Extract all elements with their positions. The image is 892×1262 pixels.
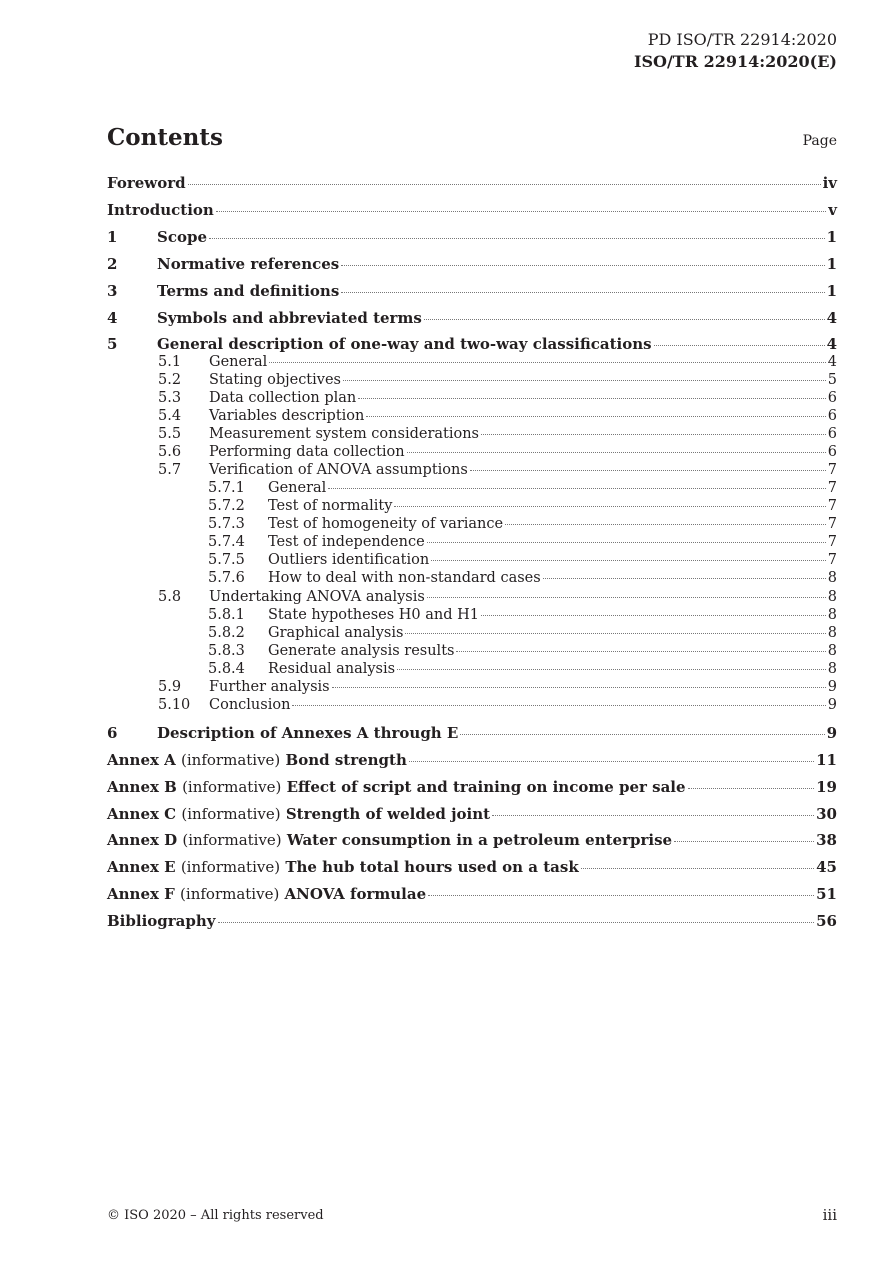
toc-entry-number: 6 [107, 724, 118, 742]
toc-entry-number: 5.4 [158, 408, 182, 424]
toc-entry-title [107, 751, 407, 769]
toc-entry-title: Further analysis [209, 679, 330, 695]
toc-entry-section-5-7-1[interactable] [107, 480, 837, 496]
toc-leader-dots [343, 380, 826, 381]
toc-entry-title: Stating objectives [209, 372, 341, 388]
toc-leader-dots [394, 506, 825, 507]
toc-leader-dots [405, 633, 825, 634]
toc-entry-title [107, 885, 426, 903]
toc-entry-section-5-8[interactable] [107, 589, 837, 605]
toc-entry-section-5-2[interactable] [107, 372, 837, 388]
annex-kind: (informative) [181, 805, 281, 823]
copyright-notice: © ISO 2020 – All rights reserved [107, 1208, 324, 1223]
document-reference: PD ISO/TR 22914:2020 [647, 30, 837, 49]
toc-entry-page: 56 [816, 912, 837, 930]
toc-entry-number: 5.7.5 [208, 552, 245, 568]
toc-entry-annex-f[interactable] [107, 885, 837, 903]
toc-entry-number: 1 [107, 228, 118, 246]
toc-entry-page: 9 [827, 697, 837, 713]
toc-entry-title: Verification of ANOVA assumptions [209, 462, 468, 478]
toc-leader-dots [366, 416, 825, 417]
annex-title: ANOVA formulae [284, 885, 427, 903]
toc-entry-title: Outliers identification [268, 552, 430, 568]
toc-entry-title: Undertaking ANOVA analysis [209, 589, 425, 605]
toc-leader-dots [581, 868, 814, 869]
toc-entry-page: 6 [827, 408, 837, 424]
annex-label: Annex B [107, 778, 177, 796]
toc-leader-dots [218, 922, 815, 923]
toc-entry-section-5-8-1[interactable] [107, 607, 837, 623]
toc-entry-annex-e[interactable] [107, 858, 837, 876]
toc-leader-dots [341, 292, 824, 293]
toc-entry-number: 5.8.1 [208, 607, 245, 623]
annex-label: Annex D [107, 831, 178, 849]
toc-leader-dots [341, 265, 824, 266]
toc-entry-number: 5.7.6 [208, 570, 245, 586]
toc-leader-dots [407, 452, 826, 453]
annex-title: Bond strength [285, 751, 407, 769]
toc-entry-number: 5.7 [158, 462, 182, 478]
toc-entry-number: 5.10 [158, 697, 191, 713]
annex-label: Annex E [107, 858, 176, 876]
annex-title: Effect of script and training on income per sale [286, 778, 686, 796]
toc-leader-dots [397, 669, 826, 670]
toc-entry-page: 30 [816, 805, 837, 823]
toc-leader-dots [409, 761, 814, 762]
annex-title: Strength of welded joint [285, 805, 491, 823]
toc-leader-dots [688, 788, 815, 789]
toc-entry-title: Introduction [107, 201, 214, 219]
toc-entry-number: 5.3 [158, 390, 182, 406]
toc-entry-section-5-8-3[interactable] [107, 643, 837, 659]
toc-entry-number: 5.8.2 [208, 625, 245, 641]
toc-entry-number: 5.8.3 [208, 643, 245, 659]
annex-kind: (informative) [181, 751, 281, 769]
toc-entry-number: 2 [107, 255, 118, 273]
toc-entry-number: 5.7.1 [208, 480, 245, 496]
toc-entry-page: 6 [827, 426, 837, 442]
toc-entry-page: 38 [816, 831, 837, 849]
toc-entry-number: 5.7.4 [208, 534, 245, 550]
annex-kind: (informative) [182, 831, 282, 849]
toc-entry-number: 5 [107, 335, 118, 353]
toc-entry-page: 51 [816, 885, 837, 903]
toc-entry-annex-d[interactable] [107, 831, 837, 849]
annex-label: Annex C [107, 805, 177, 823]
toc-entry-title: Foreword [107, 174, 186, 192]
toc-entry-title [107, 805, 490, 823]
toc-entry-title: Test of homogeneity of variance [268, 516, 504, 532]
toc-entry-section-2[interactable] [107, 255, 837, 273]
toc-entry-page: 5 [827, 372, 837, 388]
toc-entry-title [107, 858, 579, 876]
toc-leader-dots [328, 488, 825, 489]
toc-entry-title: Conclusion [209, 697, 291, 713]
toc-entry-number: 5.8.4 [208, 661, 245, 677]
toc-entry-page: 8 [827, 607, 837, 623]
toc-entry-page: 4 [827, 354, 837, 370]
toc-entry-title: Test of normality [268, 498, 393, 514]
toc-entry-section-5-7-5[interactable] [107, 552, 837, 568]
annex-title: The hub total hours used on a task [285, 858, 579, 876]
toc-entry-title: Variables description [209, 408, 365, 424]
toc-leader-dots [209, 238, 825, 239]
toc-leader-dots [188, 184, 821, 185]
toc-entry-title: Description of Annexes A through E [157, 724, 459, 742]
annex-kind: (informative) [180, 858, 281, 876]
toc-leader-dots [481, 615, 826, 616]
toc-entry-page: v [828, 201, 837, 219]
toc-entry-title: Terms and definitions [157, 282, 340, 300]
toc-leader-dots [427, 597, 826, 598]
toc-entry-page: iv [822, 174, 837, 192]
toc-entry-page: 7 [827, 516, 837, 532]
toc-entry-page: 1 [826, 228, 837, 246]
toc-entry-number: 5.9 [158, 679, 182, 695]
toc-entry-title: State hypotheses H0 and H1 [268, 607, 480, 623]
toc-leader-dots [543, 578, 826, 579]
toc-entry-page: 9 [826, 724, 837, 742]
toc-entry-title: Symbols and abbreviated terms [157, 309, 422, 327]
toc-leader-dots [292, 705, 825, 706]
toc-entry-section-5-3[interactable] [107, 390, 837, 406]
toc-leader-dots [654, 345, 825, 346]
toc-entry-section-5-8-2[interactable] [107, 625, 837, 641]
toc-entry-number: 5.7.2 [208, 498, 245, 514]
toc-entry-section-5-7[interactable] [107, 462, 837, 478]
toc-leader-dots [470, 470, 826, 471]
toc-entry-page: 8 [827, 661, 837, 677]
toc-entry-page: 8 [827, 625, 837, 641]
toc-entry-page: 8 [827, 570, 837, 586]
toc-entry-title [107, 778, 686, 796]
toc-entry-page: 6 [827, 444, 837, 460]
toc-entry-title: Measurement system considerations [209, 426, 479, 442]
toc-leader-dots [358, 398, 826, 399]
toc-entry-section-5[interactable] [107, 335, 837, 353]
toc-entry-section-5-9[interactable] [107, 679, 837, 695]
toc-entry-page: 45 [816, 858, 837, 876]
toc-entry-number: 3 [107, 282, 118, 300]
toc-entry-section-5-6[interactable] [107, 444, 837, 460]
toc-entry-section-5-7-4[interactable] [107, 534, 837, 550]
toc-entry-title: Scope [157, 228, 208, 246]
toc-entry-foreword[interactable] [107, 174, 837, 192]
toc-entry-page: 7 [827, 498, 837, 514]
toc-entry-section-5-7-3[interactable] [107, 516, 837, 532]
toc-entry-title: General [268, 480, 327, 496]
toc-entry-page: 19 [816, 778, 837, 796]
toc-entry-page: 9 [827, 679, 837, 695]
toc-leader-dots [332, 687, 826, 688]
toc-entry-annex-a[interactable] [107, 751, 837, 769]
toc-entry-number: 5.7.3 [208, 516, 245, 532]
toc-entry-title: Bibliography [107, 912, 216, 930]
toc-entry-number: 4 [107, 309, 118, 327]
toc-entry-title: Performing data collection [209, 444, 405, 460]
annex-title: Water consumption in a petroleum enterprise [286, 831, 673, 849]
toc-entry-title: Data collection plan [209, 390, 357, 406]
toc-entry-section-1[interactable] [107, 228, 837, 246]
toc-leader-dots [427, 542, 826, 543]
toc-entry-page: 7 [827, 462, 837, 478]
toc-entry-bibliography[interactable] [107, 912, 837, 930]
toc-leader-dots [674, 841, 814, 842]
annex-label: Annex A [107, 751, 176, 769]
toc-entry-page: 8 [827, 643, 837, 659]
toc-entry-introduction[interactable] [107, 201, 837, 219]
toc-leader-dots [431, 560, 826, 561]
toc-entry-annex-b[interactable] [107, 778, 837, 796]
toc-leader-dots [269, 362, 825, 363]
toc-entry-page: 7 [827, 534, 837, 550]
document-reference-edition: ISO/TR 22914:2020(E) [633, 52, 837, 71]
toc-entry-page: 8 [827, 589, 837, 605]
toc-leader-dots [492, 815, 814, 816]
annex-label: Annex F [107, 885, 175, 903]
toc-entry-title: General description of one-way and two-way classifications [157, 335, 652, 353]
toc-entry-number: 5.2 [158, 372, 182, 388]
toc-entry-page: 4 [826, 309, 837, 327]
toc-leader-dots [481, 434, 826, 435]
toc-entry-page: 11 [816, 751, 837, 769]
toc-entry-section-5-8-4[interactable] [107, 661, 837, 677]
toc-leader-dots [505, 524, 826, 525]
toc-entry-section-5-7-6[interactable] [107, 570, 837, 586]
toc-entry-page: 6 [827, 390, 837, 406]
toc-leader-dots [216, 211, 826, 212]
annex-kind: (informative) [182, 778, 282, 796]
page-column-label: Page [802, 133, 837, 149]
toc-entry-title: General [209, 354, 268, 370]
page-title: Contents [107, 124, 223, 151]
toc-entry-number: 5.5 [158, 426, 182, 442]
toc-entry-section-5-10[interactable] [107, 697, 837, 713]
toc-entry-page: 7 [827, 552, 837, 568]
annex-kind: (informative) [180, 885, 280, 903]
toc-entry-section-3[interactable] [107, 282, 837, 300]
toc-entry-number: 5.1 [158, 354, 182, 370]
toc-entry-annex-c[interactable] [107, 805, 837, 823]
page-number: iii [822, 1206, 837, 1224]
toc-entry-section-5-1[interactable] [107, 354, 837, 370]
toc-entry-section-5-7-2[interactable] [107, 498, 837, 514]
toc-entry-title: How to deal with non-standard cases [268, 570, 541, 586]
toc-entry-title: Residual analysis [268, 661, 396, 677]
toc-entry-number: 5.6 [158, 444, 182, 460]
toc-entry-section-6[interactable] [107, 724, 837, 742]
toc-entry-title: Test of independence [268, 534, 425, 550]
toc-entry-page: 1 [826, 282, 837, 300]
toc-leader-dots [460, 734, 824, 735]
toc-entry-page: 1 [826, 255, 837, 273]
toc-entry-number: 5.8 [158, 589, 182, 605]
toc-entry-title: Generate analysis results [268, 643, 455, 659]
toc-leader-dots [424, 319, 825, 320]
toc-entry-page: 4 [826, 335, 837, 353]
toc-leader-dots [456, 651, 825, 652]
toc-entry-title [107, 831, 672, 849]
toc-entry-page: 7 [827, 480, 837, 496]
toc-entry-section-5-5[interactable] [107, 426, 837, 442]
toc-leader-dots [428, 895, 814, 896]
toc-entry-title: Graphical analysis [268, 625, 404, 641]
toc-entry-title: Normative references [157, 255, 340, 273]
toc-entry-section-4[interactable] [107, 309, 837, 327]
toc-entry-section-5-4[interactable] [107, 408, 837, 424]
